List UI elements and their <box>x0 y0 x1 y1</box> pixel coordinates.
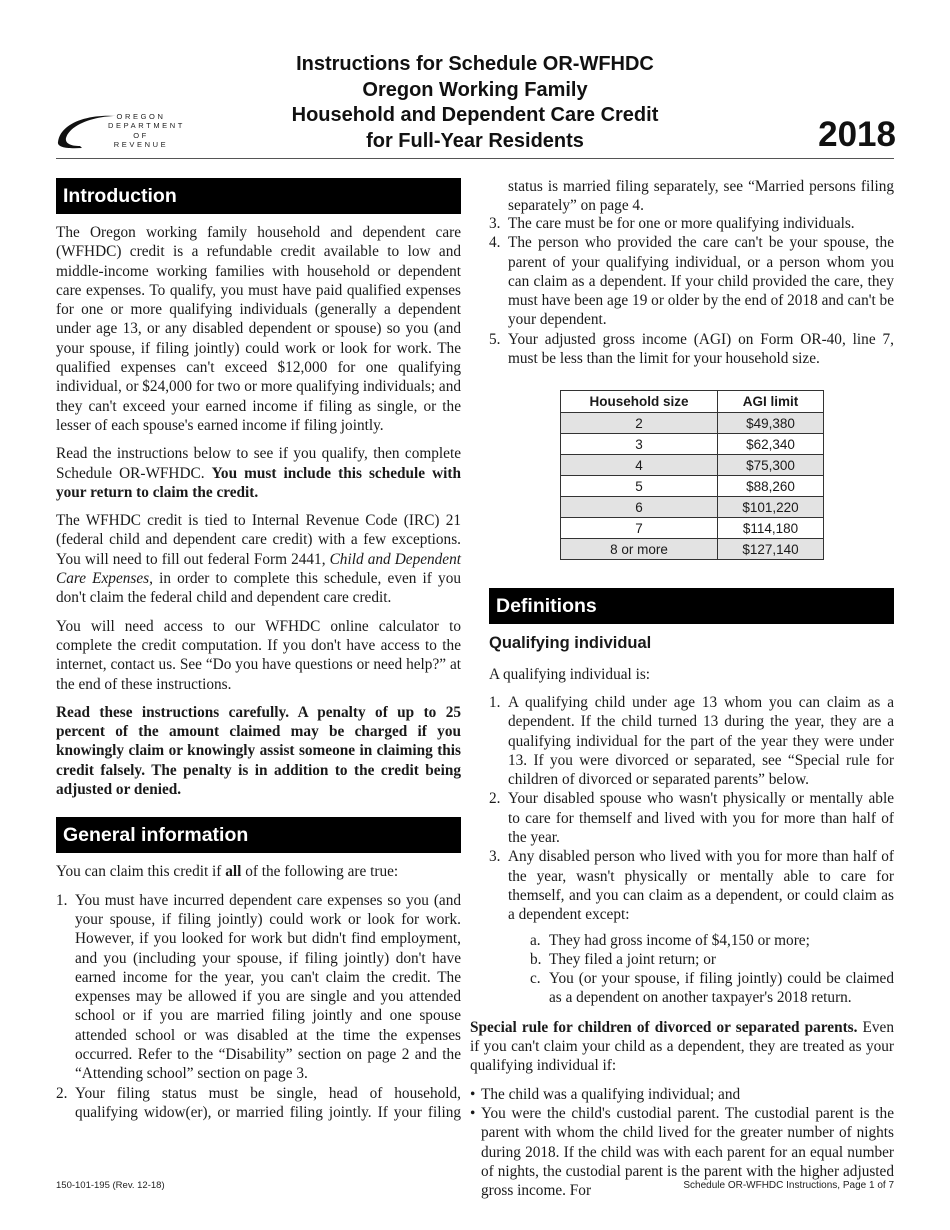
left-column <box>56 172 461 1130</box>
list-text: Your filing status must be single, head of household, qualifying widow(er), or married filing jointly. If your filing <box>75 1084 461 1121</box>
general-requirements-list-continued <box>489 176 894 368</box>
list-text: You (or your spouse, if filing jointly) could be claimed as a dependent on another taxpayer's 2018 return. <box>549 970 894 1007</box>
list-item-continuation <box>489 176 894 214</box>
title-line-2: Oregon Working Family <box>362 78 588 101</box>
list-text: The person who provided the care can't be your spouse, the parent of your qualifying individual, or a person whom you can claim as a dependent. If your child provided the care, they must have been age 19 or older by the end of 2018 and can't be your dependent. <box>508 234 894 329</box>
page-footer: Schedule OR-WFHDC Instructions, Page 1 of 7 <box>683 1180 894 1191</box>
agi-limit-cell: $127,140 <box>718 539 824 560</box>
intro-p3-text-a: The WFHDC credit is tied to Internal Revenue Code (IRC) 21 (federal child and dependent care credit) with a few exceptions. You will need to fill out federal Form 2441, <box>56 512 461 568</box>
list-number: 3. <box>489 848 501 866</box>
list-item <box>530 969 894 1008</box>
agi-limit-cell: $49,380 <box>718 413 824 434</box>
list-letter: a. <box>530 931 541 949</box>
intro-p2-bold: You must include this schedule with your return to claim the credit. <box>56 464 461 501</box>
household-size-cell: 8 or more <box>561 539 718 560</box>
list-text: Your adjusted gross income (AGI) on Form OR-40, line 7, must be less than the limit for your household size. <box>508 330 894 368</box>
right-column <box>470 176 894 1200</box>
list-item <box>489 233 894 329</box>
list-item <box>489 847 894 1007</box>
list-item <box>56 891 461 1084</box>
general-lead-c: of the following are true: <box>241 863 399 881</box>
list-text: The child was a qualifying individual; and <box>481 1085 741 1103</box>
agi-limit-table <box>560 390 824 560</box>
agi-limit-cell: $101,220 <box>718 497 824 518</box>
household-size-cell: 6 <box>561 497 718 518</box>
logo-line-2: DEPARTMENT <box>108 121 185 131</box>
list-item <box>489 214 894 233</box>
general-lead <box>56 862 461 881</box>
list-item <box>489 693 894 789</box>
list-text: Your disabled spouse who wasn't physically or mentally able to care for themself and lived with you for more than half of the year. <box>508 790 894 847</box>
intro-paragraph-1: The Oregon working family household and dependent care (WFHDC) credit is a refundable credit available to low and middle-income working families with household or dependent care expenses. To qualify, you must have paid qualified expenses for one or more qualifying individuals (generally a dependent under age 13, or any disabled dependent or spouse) so you (and your spouse, if filing jointly) could work or look for work. The qualified expenses can't exceed $12,000 for one qualifying individual, or $24,000 for two or more qualifying individuals; and they can't exceed your earned income if filing as single, or the lesser of each spouse's earned income if filing jointly. <box>56 224 461 434</box>
definitions-lead: A qualifying individual is: <box>489 665 651 683</box>
list-number: 5. <box>489 330 501 348</box>
list-item <box>470 1085 894 1104</box>
list-text: You must have incurred dependent care expenses so you (and your spouse, if filing jointly) could work or look for work. However, if you looked for work but didn't find employment, and you (including your spouse, if filing jointly) don't have earned income for the year, you can't claim the credit. The expenses may be allowed if you are single and you attended school or if you are married filing jointly and one spouse attended school or was disabled at the time the expenses occurred. Refer to the “Disability” section on page 2 and the “Attending school” section on page 3. <box>75 891 461 1083</box>
table-header-row <box>561 391 824 413</box>
general-lead-all: all <box>225 863 242 881</box>
exception-list <box>530 931 894 1008</box>
agi-limit-cell: $114,180 <box>718 518 824 539</box>
list-text: The care must be for one or more qualifying individuals. <box>508 215 855 232</box>
list-text: status is married filing separately, see “Married persons filing separately” on page 4. <box>508 177 894 214</box>
logo-line-1: OREGON <box>116 112 166 121</box>
list-text: They filed a joint return; or <box>549 950 716 968</box>
agi-limit-header: AGI limit <box>718 391 824 413</box>
dor-logo-text <box>108 112 185 149</box>
list-number: 2. <box>56 1084 68 1102</box>
table-row <box>561 455 824 476</box>
table-row <box>561 434 824 455</box>
qualifying-individual-heading: Qualifying individual <box>489 634 652 653</box>
general-requirements-list <box>56 891 461 1122</box>
list-text: You were the child's custodial parent. The custodial parent is the parent with whom the child lived for the greater number of nights during 2018. If the child was with each parent for an equal number of nights, the custodial parent is the parent with the higher adjusted gross income. For <box>481 1104 894 1200</box>
definitions-heading: Definitions <box>489 588 894 624</box>
dor-logo <box>56 112 185 152</box>
table-row <box>561 497 824 518</box>
table-row <box>561 413 824 434</box>
special-rule-text: Even if you can't claim your child as a dependent, they are treated as your qualifying individual if: <box>470 1018 894 1075</box>
table-row <box>561 539 824 560</box>
general-lead-a: You can claim this credit if <box>56 863 226 881</box>
list-item <box>530 950 894 969</box>
household-size-header: Household size <box>561 391 718 413</box>
tax-year: 2018 <box>818 115 896 154</box>
household-size-cell: 5 <box>561 476 718 497</box>
intro-p3-text-b: in order to complete this schedule, even if you don't claim the federal child and dependent care credit. <box>56 570 461 607</box>
list-number: 1. <box>56 891 68 909</box>
household-size-cell: 3 <box>561 434 718 455</box>
title-line-4: for Full-Year Residents <box>366 129 584 152</box>
list-item <box>489 789 894 847</box>
form-number: 150-101-195 (Rev. 12-18) <box>56 1180 165 1191</box>
title-line-1: Instructions for Schedule OR-WFHDC <box>296 53 654 75</box>
table-row <box>561 518 824 539</box>
list-number: 2. <box>489 790 501 808</box>
intro-paragraph-3 <box>56 511 461 607</box>
header-divider <box>56 158 894 159</box>
special-rule-paragraph <box>470 1018 894 1076</box>
list-item <box>530 931 894 950</box>
household-size-cell: 4 <box>561 455 718 476</box>
table-row <box>561 476 824 497</box>
intro-paragraph-4: You will need access to our WFHDC online calculator to complete the credit computation. If you don't have access to the internet, contact us. See “Do you have questions or need help?” at the end of these instructions. <box>56 617 461 693</box>
introduction-heading: Introduction <box>56 178 461 214</box>
agi-limit-cell: $75,300 <box>718 455 824 476</box>
household-size-cell: 2 <box>561 413 718 434</box>
bullet-icon: • <box>470 1085 476 1103</box>
list-item <box>56 1084 461 1122</box>
agi-limit-cell: $88,260 <box>718 476 824 497</box>
list-number: 1. <box>489 693 501 711</box>
list-number: 4. <box>489 234 501 252</box>
bullet-icon: • <box>470 1104 476 1122</box>
penalty-warning: Read these instructions carefully. A penalty of up to 25 percent of the amount claimed may be charged if you knowingly claim or knowingly assist someone in claiming this credit falsely. The penalty is in addition to the credit being adjusted or denied. <box>56 703 461 799</box>
logo-line-3: OF REVENUE <box>113 130 169 149</box>
intro-paragraph-2 <box>56 444 461 502</box>
page-title <box>250 52 700 154</box>
list-letter: b. <box>530 950 542 968</box>
list-text: A qualifying child under age 13 whom you can claim as a dependent. If the child turned 13 during the year, they are a qualifying individual for the part of the year they were under 13. If you were divorced or separated, see “Special rule for children of divorced or separated parents” below. <box>508 693 894 789</box>
qualifying-individual-list <box>489 693 894 1008</box>
agi-limit-cell: $62,340 <box>718 434 824 455</box>
list-text: They had gross income of $4,150 or more; <box>549 931 810 949</box>
form-2441-title: Child and Dependent Care Expenses, <box>56 550 461 588</box>
special-rule-heading: Special rule for children of divorced or separated parents. <box>470 1018 858 1036</box>
list-number: 3. <box>489 215 501 232</box>
list-item <box>489 330 894 369</box>
title-line-3: Household and Dependent Care Credit <box>291 104 659 126</box>
list-text: Any disabled person who lived with you for more than half of the year, wasn't physically or mentally able to care for themself, and you can claim as a dependent, or could claim as a dependent except: <box>508 848 894 924</box>
list-letter: c. <box>530 970 541 988</box>
intro-p2-text: Read the instructions below to see if you qualify, then complete Schedule OR-WFHDC. <box>56 445 461 482</box>
general-information-heading: General information <box>56 817 461 853</box>
household-size-cell: 7 <box>561 518 718 539</box>
